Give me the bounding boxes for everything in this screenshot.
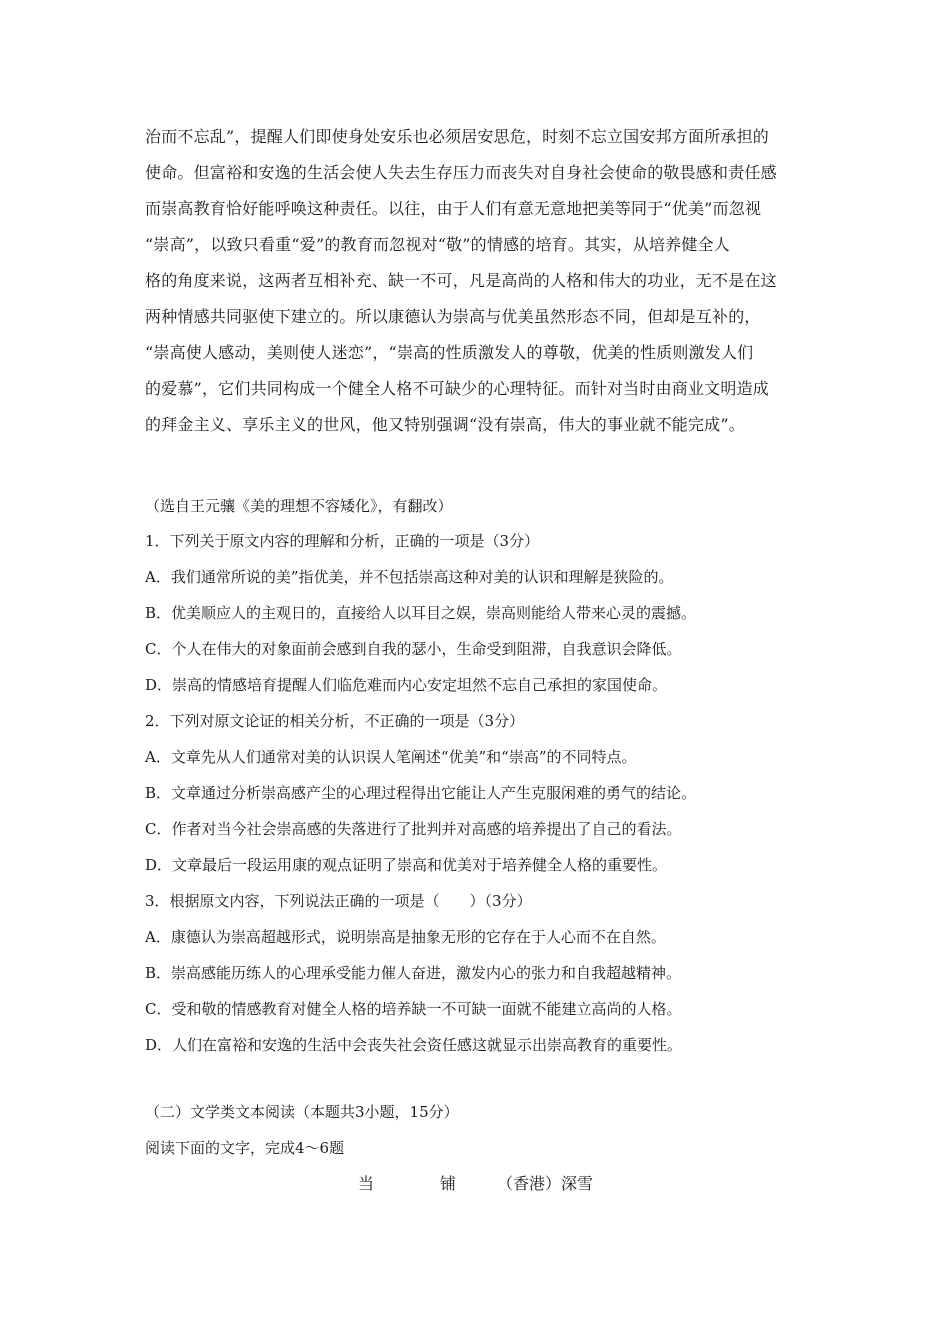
- passage-line: 使命。但富裕和安逸的生活会使人失去生存压力而丧失对自身社会使命的敬畏感和责任感: [145, 163, 777, 182]
- questions-block: [145, 523, 825, 1063]
- question-option: B．文章通过分析崇高感产尘的心理过程得出它能让人产生克服闲难的勇气的结论。: [145, 784, 697, 802]
- question-option: C．受和敬的情感教育对健全人格的培养缺一不可缺一面就不能建立高尚的人格。: [145, 1000, 682, 1018]
- source-citation-block: [145, 488, 825, 524]
- question-option: A．康德认为崇高超越形式，说明崇高是抽象无形的它存在于人心而不在自然。: [145, 928, 666, 946]
- passage-line: 格的角度来说，这两者互相补充、缺一不可，凡是高尚的人格和伟大的功业，无不是在这: [145, 271, 777, 290]
- question-option: C．作者对当今社会崇高感的失落进行了批判并对高感的培养提出了自己的看法。: [145, 820, 682, 838]
- passage-line: 两种情感共同驱使下建立的。所以康德认为崇高与优美虽然形态不同，但却是互补的，: [145, 307, 761, 326]
- source-citation: （选自王元骧《美的理想不容矮化》，有翻改）: [145, 497, 453, 515]
- passage-line: 的爱慕”，它们共同构成一个健全人格不可缺少的心理特征。而针对当时由商业文明造成: [145, 379, 769, 398]
- question-stem: 2．下列对原文论证的相关分析，不正确的一项是（3分）: [145, 712, 525, 730]
- article-author: （香港）深雪: [497, 1174, 594, 1193]
- passage-line: “崇高”，以致只看重“爱”的教育而忽视对“敬”的情感的培育。其实，从培养健全人: [145, 235, 730, 254]
- question-option: D．崇高的情感培育提醒人们临危难而内心安定坦然不忘自己承担的家国使命。: [145, 676, 668, 694]
- passage-paragraph: [145, 119, 815, 443]
- passage-line: 的拜金主义、享乐主义的世风，他又特别强调“没有崇高，伟大的事业就不能完成”。: [145, 415, 745, 434]
- question-option: A．文章先从人们通常对美的认识误人笔阐述“优美”和“崇高”的不同特点。: [145, 748, 637, 766]
- passage-line: “崇高使人感动，美则使人迷恋”，“崇高的性质激发人的尊敬，优美的性质则激发人们: [145, 343, 754, 362]
- article-title-char-1: 当: [358, 1174, 375, 1193]
- question-option: C．个人在伟大的对象面前会感到自我的瑟小，生命受到阻滞，自我意识会降低。: [145, 640, 682, 658]
- question-option: B．崇高感能历练人的心理承受能力催人奋进，激发内心的张力和自我超越精神。: [145, 964, 682, 982]
- question-stem: 1．下列关于原文内容的理解和分析，正确的一项是（3分）: [145, 532, 540, 550]
- passage-line: 治而不忘乱”，提醒人们即使身处安乐也必须居安思危，时刻不忘立国安邦方面所承担的: [145, 127, 769, 146]
- section-literary-reading: [145, 1094, 825, 1166]
- passage-line: 而崇高教育恰好能呼唤这种责任。以往，由于人们有意无意地把美等同于“优美”而忽视: [145, 199, 762, 218]
- question-option: D．文章最后一段运用康的观点证明了崇高和优美对于培养健全人格的重要性。: [145, 856, 668, 874]
- question-option: B．优美顺应人的主观日的，直接给人以耳目之娱，崇高则能给人带来心灵的震撼。: [145, 604, 697, 622]
- article-title-char-2: 铺: [440, 1174, 457, 1193]
- question-stem: 3．根据原文内容，下列说法正确的一项是（ ）（3分）: [145, 892, 532, 910]
- section-instruction: 阅读下面的文字，完成4～6题: [145, 1139, 345, 1157]
- question-option: A．我们通常所说的美”指优美，并不包括崇高这种对美的认识和理解是狭险的。: [145, 568, 674, 586]
- question-option: D．人们在富裕和安逸的生活中会丧失社会资任感这就显示出崇高教育的重要性。: [145, 1036, 683, 1054]
- section-heading: （二）文学类文本阅读（本题共3小题，15分）: [145, 1103, 459, 1121]
